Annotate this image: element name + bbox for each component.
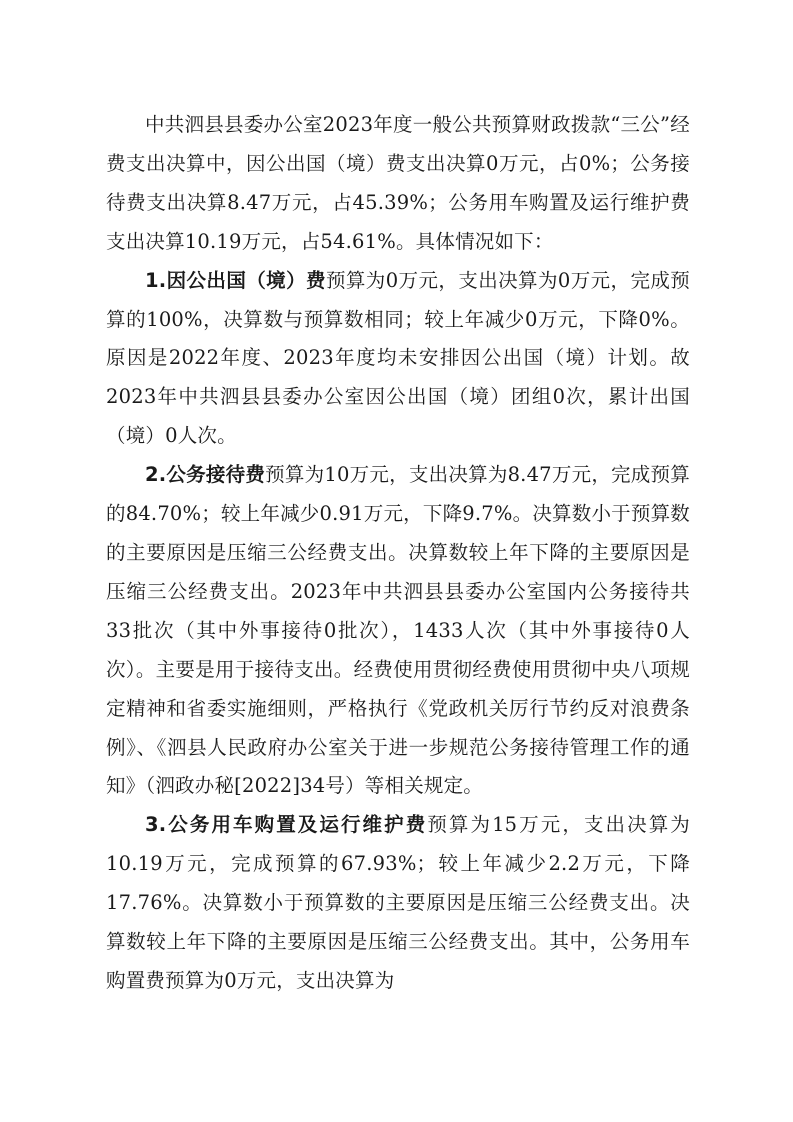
section-heading: 2.公务接待费 <box>145 463 266 487</box>
paragraph-overseas-travel <box>106 262 690 457</box>
paragraph-text: 预算为0万元，支出决算为0万元，完成预算的100%，决算数与预算数相同；较上年减少0万元，下降0%。原因是2022年度、2023年度均未安排因公出国（境）计划。故2023年中共泗县县委办公室因公出国（境）团组0次，累计出国（境）0人次。 <box>106 268 690 448</box>
paragraph-official-vehicles <box>106 806 690 1001</box>
paragraph-text: 预算为15万元，支出决算为10.19万元，完成预算的67.93%；较上年减少2.2万元，下降17.76%。决算数小于预算数的主要原因是压缩三公经费支出。决算数较上年下降的主要原因是压缩三公经费支出。其中，公务用车购置费预算为0万元，支出决算为 <box>106 813 690 992</box>
section-heading: 1.因公出国（境）费 <box>145 268 326 292</box>
paragraph-text: 中共泗县县委办公室2023年度一般公共预算财政拨款“三公”经费支出决算中，因公出国（境）费支出决算0万元，占0%；公务接待费支出决算8.47万元，占45.39%；公务用车购置及运行维护费支出决算10.19万元，占54.61%。具体情况如下： <box>106 113 690 253</box>
paragraph-summary <box>106 106 690 262</box>
document-body <box>106 106 690 1001</box>
section-heading: 3.公务用车购置及运行维护费 <box>145 813 428 837</box>
paragraph-official-reception <box>106 456 690 806</box>
paragraph-text: 预算为10万元，支出决算为8.47万元，完成预算的84.70%；较上年减少0.91万元，下降9.7%。决算数小于预算数的主要原因是压缩三公经费支出。决算数较上年下降的主要原因是压缩三公经费支出。2023年中共泗县县委办公室国内公务接待共33批次（其中外事接待0批次），1433人次（其中外事接待0人次）。主要是用于接待支出。经费使用贯彻经费使用贯彻中央八项规定精神和省委实施细则，严格执行《党政机关厉行节约反对浪费条例》、《泗县人民政府办公室关于进一步规范公务接待管理工作的通知》（泗政办秘[2022]34号）等相关规定。 <box>106 463 690 798</box>
